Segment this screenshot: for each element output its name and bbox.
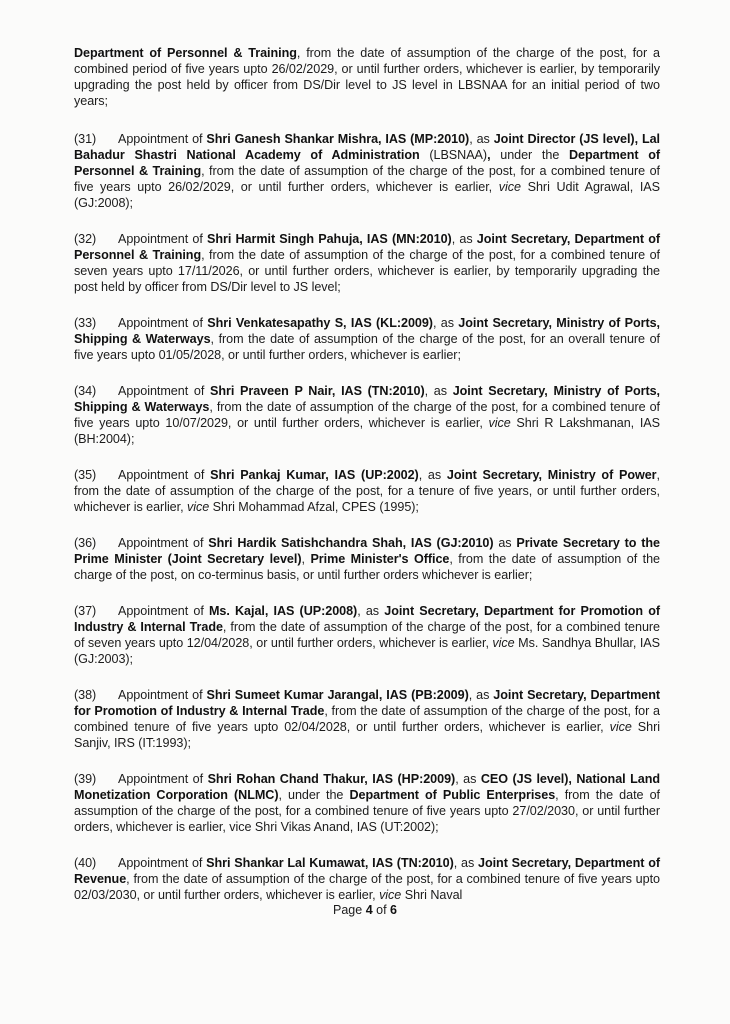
department-name: Department of Personnel & Training: [74, 46, 297, 60]
officer-name: Shri Praveen P Nair, IAS (TN:2010): [210, 384, 425, 398]
officer-name: Shri Venkatesapathy S, IAS (KL:2009): [207, 316, 433, 330]
appointment-32: (32) Appointment of Shri Harmit Singh Pahuja, IAS (MN:2010), as Joint Secretary, Department of Personnel & Training, from the date of assumption of the charge of the post, for a combined tenure of seven years upto 17/11/2026, or until further orders, whichever is earlier, by temporarily upgrading the post held by officer from DS/Dir level to JS level;: [74, 232, 660, 294]
post-title: Joint Secretary, Department of Revenue: [74, 856, 660, 886]
department-name: Department of Personnel & Training: [74, 148, 661, 178]
appointment-36: (36) Appointment of Shri Hardik Satishchandra Shah, IAS (GJ:2010) as Private Secretary to the Prime Minister (Joint Secretary level), Prime Minister's Office, from the date of assumption of the charge of the post, on co-terminus basis, or until further orders whichever is earlier;: [74, 536, 661, 582]
post-title: Joint Secretary, Ministry of Power: [446, 468, 657, 482]
officer-name: Shri Pankaj Kumar, IAS (UP:2002): [210, 468, 419, 482]
post-title: Joint Secretary, Department of Personnel & Training: [74, 232, 660, 262]
appointment-31: (31) Appointment of Shri Ganesh Shankar Mishra, IAS (MP:2010), as Joint Director (JS level), Lal Bahadur Shastri National Academy of Administration (LBSNAA), under the Department of Personnel & Training, from the date of assumption of the charge of the post, for a combined tenure of five years upto 26/02/2029, or until further orders, whichever is earlier, vice Shri Udit Agrawal, IAS (GJ:2008);: [74, 132, 661, 210]
officer-name: Shri Rohan Chand Thakur, IAS (HP:2009): [207, 772, 456, 786]
appointment-38: (38) Appointment of Shri Sumeet Kumar Jarangal, IAS (PB:2009), as Joint Secretary, Department for Promotion of Industry & Internal Trade, from the date of assumption of the charge of the post, for a combined tenure of five years upto 02/04/2028, or until further orders, whichever is earlier, vice Shri Sanjiv, IRS (IT:1993);: [74, 688, 660, 750]
post-title: Joint Director (JS level), Lal Bahadur Shastri National Academy of Administration: [74, 132, 660, 162]
appointment-33: (33) Appointment of Shri Venkatesapathy S, IAS (KL:2009), as Joint Secretary, Ministry of Ports, Shipping & Waterways, from the date of assumption of the charge of the post, for an overall tenure of five years upto 01/05/2028, or until further orders, whichever is earlier;: [74, 316, 660, 362]
item-number: (39): [74, 772, 97, 786]
post-title: Joint Secretary, Department for Promotion of Industry & Internal Trade: [74, 604, 660, 634]
appointment-37: (37) Appointment of Ms. Kajal, IAS (UP:2008), as Joint Secretary, Department for Promotion of Industry & Internal Trade, from the date of assumption of the charge of the post, for a combined tenure of seven years upto 12/04/2028, or until further orders, whichever is earlier, vice Ms. Sandhya Bhullar, IAS (GJ:2003);: [74, 604, 660, 666]
officer-name: Shri Ganesh Shankar Mishra, IAS (MP:2010): [206, 132, 470, 146]
department-name: Department of Public Enterprises: [349, 788, 556, 802]
appointment-34: (34) Appointment of Shri Praveen P Nair, IAS (TN:2010), as Joint Secretary, Ministry of Ports, Shipping & Waterways, from the date of assumption of the charge of the post, for a combined tenure of five years upto 10/07/2029, or until further orders, whichever is earlier, vice Shri R Lakshmanan, IAS (BH:2004);: [74, 384, 660, 446]
post-title: Private Secretary to the Prime Minister (Joint Secretary level): [74, 536, 660, 566]
item-number: (37): [74, 604, 97, 618]
item-number: (40): [74, 856, 97, 870]
post-title: CEO (JS level), National Land Monetization Corporation (NLMC): [74, 772, 660, 802]
department-name: Prime Minister's Office: [310, 552, 450, 566]
post-title: Joint Secretary, Department for Promotion of Industry & Internal Trade: [74, 688, 660, 718]
total-pages: 6: [390, 903, 397, 917]
post-title: Joint Secretary, Ministry of Ports, Shipping & Waterways: [74, 384, 660, 414]
officer-name: Shri Harmit Singh Pahuja, IAS (MN:2010): [207, 232, 452, 246]
appointment-39: (39) Appointment of Shri Rohan Chand Thakur, IAS (HP:2009), as CEO (JS level), National Land Monetization Corporation (NLMC), under the Department of Public Enterprises, from the date of assumption of the charge of the post, for a combined tenure of five years upto 27/02/2030, or until further orders, whichever is earlier, vice Shri Vikas Anand, IAS (UT:2002);: [74, 772, 660, 834]
page-number: Page 4 of 6: [333, 903, 397, 917]
continued-paragraph: Department of Personnel & Training, from the date of assumption of the charge of the post, for a combined period of five years upto 26/02/2029, or until further orders, whichever is earlier, by temporarily upgrading the post held by officer from DS/Dir level to JS level in LBSNAA for an initial period of two years;: [74, 46, 660, 108]
page-body: [74, 45, 660, 923]
item-number: (34): [74, 384, 97, 398]
post-title: Joint Secretary, Ministry of Ports, Shipping & Waterways: [74, 316, 660, 346]
item-number: (35): [74, 468, 97, 482]
officer-name: Shri Sumeet Kumar Jarangal, IAS (PB:2009): [206, 688, 469, 702]
item-number: (33): [74, 316, 97, 330]
appointment-35: (35) Appointment of Shri Pankaj Kumar, IAS (UP:2002), as Joint Secretary, Ministry of Power, from the date of assumption of the charge of the post, for a tenure of five years, or until further orders, whichever is earlier, vice Shri Mohammad Afzal, CPES (1995);: [74, 468, 660, 514]
item-number: (32): [74, 232, 97, 246]
appointment-40: (40) Appointment of Shri Shankar Lal Kumawat, IAS (TN:2010), as Joint Secretary, Department of Revenue, from the date of assumption of the charge of the post, for a combined tenure of five years upto 02/03/2030, or until further orders, whichever is earlier, vice Shri Naval: [74, 856, 660, 902]
officer-name: Ms. Kajal, IAS (UP:2008): [208, 604, 358, 618]
item-number: (38): [74, 688, 97, 702]
item-number: (36): [74, 536, 97, 550]
officer-name: Shri Hardik Satishchandra Shah, IAS (GJ:2010): [208, 536, 494, 550]
current-page: 4: [365, 903, 373, 917]
officer-name: Shri Shankar Lal Kumawat, IAS (TN:2010): [206, 856, 454, 870]
item-number: (31): [74, 132, 97, 146]
